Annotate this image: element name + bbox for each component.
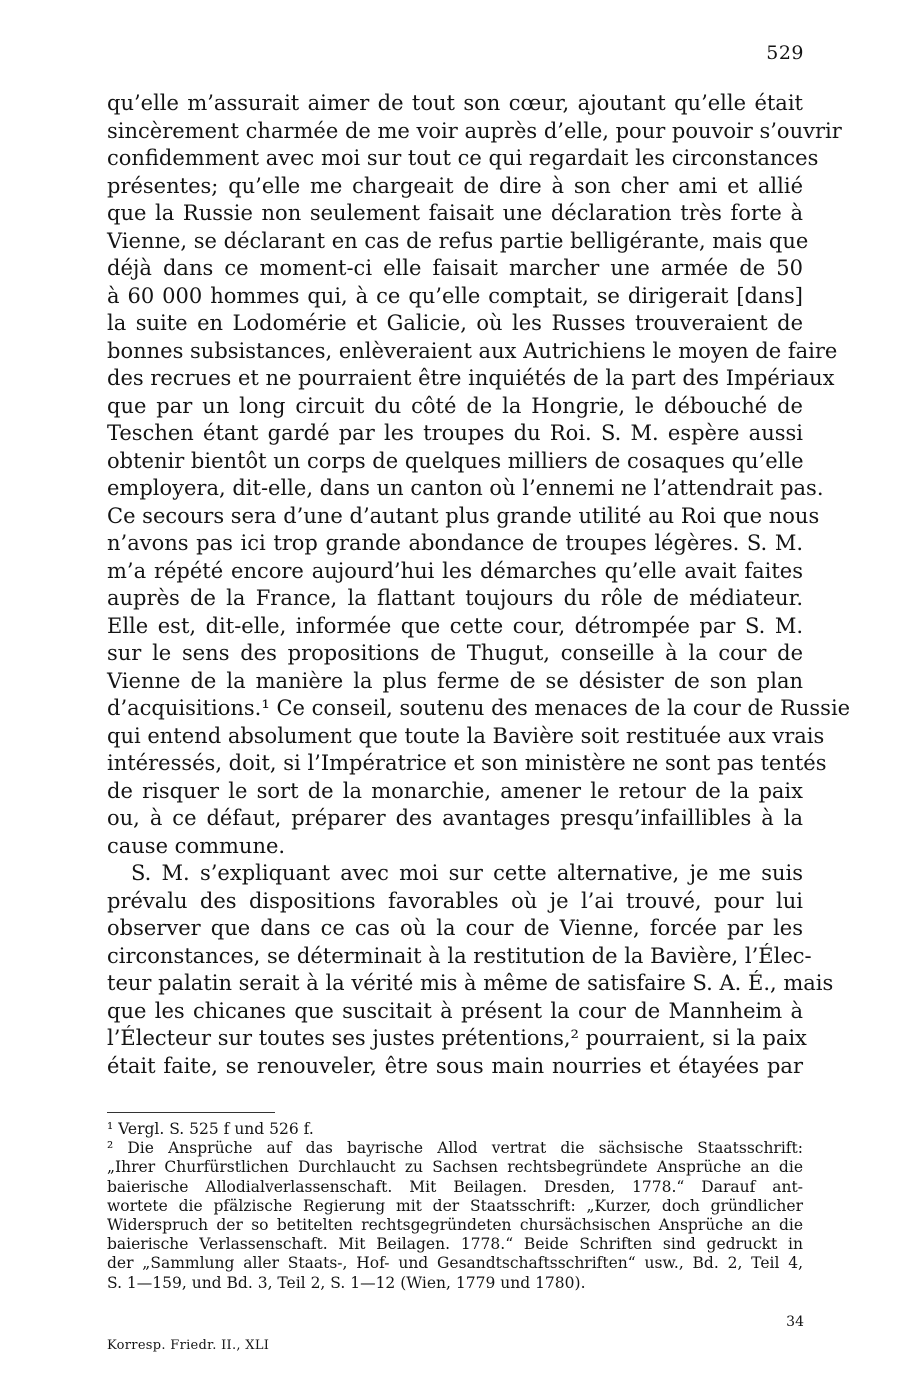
- text-line: bonnes subsistances, enlèveraient aux Autrichiens le moyen de faire: [107, 338, 838, 363]
- text-line: qu’elle m’assurait aimer de tout son cœur, ajoutant qu’elle était: [107, 91, 803, 115]
- text-line: de risquer le sort de la monarchie, amener le retour de la paix: [107, 778, 803, 803]
- footnote-line: wortete die pfälzische Regierung mit der Staatsschrift: „Kurzer, doch gründlicher: [107, 1196, 803, 1215]
- text-line: teur palatin serait à la vérité mis à même de satisfaire S. A. É., mais: [107, 971, 834, 995]
- footnote-divider: [107, 1112, 275, 1113]
- text-line: circonstances, se déterminait à la restitution de la Bavière, l’Élec-: [107, 943, 812, 968]
- text-line: S. M. s’expliquant avec moi sur cette alternative, je me suis: [131, 861, 803, 885]
- text-line: des recrues et ne pourraient être inquiétés de la part des Impériaux: [107, 366, 835, 390]
- paragraph-1: [107, 90, 851, 860]
- text-line: employera, dit-elle, dans un canton où l’ennemi ne l’attendrait pas.: [107, 476, 824, 500]
- footnote-line: „Ihrer Churfürstlichen Durchlaucht zu Sachsen rechtsbegründete Ansprüche an die: [107, 1158, 803, 1177]
- page-number: 529: [766, 42, 804, 64]
- text-line: auprès de la France, la flattant toujours du rôle de médiateur.: [107, 586, 803, 610]
- text-line: Vienne de la manière la plus ferme de se désister de son plan: [107, 668, 803, 693]
- text-line: Ce secours sera d’une d’autant plus grande utilité au Roi que nous: [107, 503, 820, 528]
- text-line: présentes; qu’elle me chargeait de dire à son cher ami et allié: [107, 173, 803, 198]
- footnote-line: ¹ Vergl. S. 525 f und 526 f.: [107, 1120, 314, 1138]
- text-line: l’Électeur sur toutes ses justes prétentions,² pourraient, si la paix: [107, 1026, 807, 1050]
- running-footer: Korresp. Friedr. II., XLI: [107, 1338, 270, 1353]
- footnote-line: baierische Verlassenschaft. Mit Beilagen. 1778.“ Beide Schriften sind gedruckt in: [107, 1235, 803, 1254]
- footnote-line: der „Sammlung aller Staats-, Hof- und Gesandtschaftsschriften“ usw., Bd. 2, Teil 4,: [107, 1254, 803, 1273]
- text-line: observer que dans ce cas où la cour de Vienne, forcée par les: [107, 916, 803, 940]
- text-line: déjà dans ce moment-ci elle faisait marcher une armée de 50: [107, 256, 803, 280]
- footnote-line: baierische Allodialverlassenschaft. Mit Beilagen. Dresden, 1778.“ Darauf ant-: [107, 1177, 803, 1196]
- footnotes: [107, 1120, 803, 1293]
- text-line: m’a répété encore aujourd’hui les démarches qu’elle avait faites: [107, 558, 803, 583]
- text-line: la suite en Lodomérie et Galicie, où les Russes trouveraient de: [107, 311, 803, 335]
- text-line: confidemment avec moi sur tout ce qui regardait les circonstances: [107, 146, 819, 170]
- text-line: d’acquisitions.¹ Ce conseil, soutenu des menaces de la cour de Russie: [107, 696, 851, 720]
- text-line: prévalu des dispositions favorables où je l’ai trouvé, pour lui: [107, 888, 803, 913]
- body-text: [107, 90, 851, 1080]
- text-line: à 60 000 hommes qui, à ce qu’elle comptait, se dirigerait [dans]: [107, 283, 803, 308]
- text-line: qui entend absolument que toute la Bavière soit restituée aux vrais: [107, 723, 825, 748]
- text-line: que les chicanes que suscitait à présent la cour de Mannheim à: [107, 998, 803, 1023]
- text-line: cause commune.: [107, 833, 286, 858]
- text-line: que par un long circuit du côté de la Hongrie, le débouché de: [107, 393, 803, 418]
- text-line: Vienne, se déclarant en cas de refus partie belligérante, mais que: [107, 228, 809, 253]
- footnote-line: Widerspruch der so betitelten rechtsgegründeten chursächsischen Ansprüche an die: [107, 1216, 803, 1235]
- footnote-line: ² Die Ansprüche auf das bayrische Allod vertrat die sächsische Staatsschrift:: [107, 1139, 803, 1158]
- text-line: ou, à ce défaut, préparer des avantages presqu’infaillibles à la: [107, 806, 803, 830]
- text-line: était faite, se renouveler, être sous main nourries et étayées par: [107, 1053, 803, 1078]
- text-line: Teschen étant gardé par les troupes du Roi. S. M. espère aussi: [107, 421, 803, 445]
- text-line: n’avons pas ici trop grande abondance de troupes légères. S. M.: [107, 531, 803, 555]
- text-line: que la Russie non seulement faisait une déclaration très forte à: [107, 201, 803, 225]
- text-line: obtenir bientôt un corps de quelques milliers de cosaques qu’elle: [107, 448, 804, 473]
- paragraph-2: [107, 860, 834, 1080]
- text-line: sur le sens des propositions de Thugut, conseille à la cour de: [107, 641, 803, 665]
- text-line: intéressés, doit, si l’Impératrice et son ministère ne sont pas tentés: [107, 751, 827, 775]
- text-line: sincèrement charmée de me voir auprès d’elle, pour pouvoir s’ouvrir: [107, 118, 842, 143]
- text-line: Elle est, dit-elle, informée que cette cour, détrompée par S. M.: [107, 613, 803, 638]
- footnote-line: S. 1—159, und Bd. 3, Teil 2, S. 1—12 (Wien, 1779 und 1780).: [107, 1273, 586, 1292]
- signature-mark: 34: [786, 1314, 804, 1330]
